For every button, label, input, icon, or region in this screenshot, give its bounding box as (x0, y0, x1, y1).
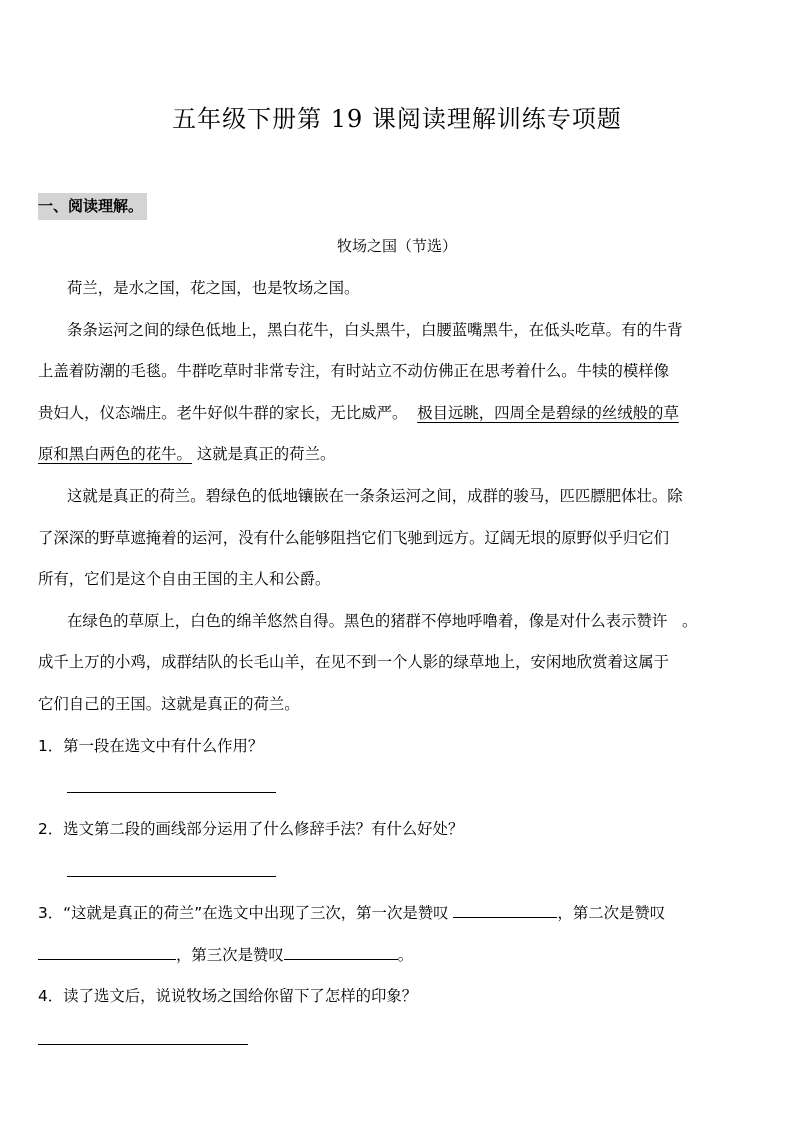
passage-paragraph-3-line-3: 所有，它们是这个自由王国的主人和公爵。 (38, 570, 331, 588)
blank-first-praise[interactable] (453, 899, 557, 918)
paragraph-4-period: 。 (681, 612, 698, 630)
paragraph-2-text: 贵妇人，仪态端庄。老牛好似牛群的家长，无比威严。 (38, 404, 408, 422)
paragraph-4-text: 在绿色的草原上，白色的绵羊悠然自得。黑色的猪群不停地呼噜着，像是对什么表示赞许 (67, 612, 668, 630)
underlined-sentence-part-2: 原和黑白两色的花牛。 (38, 445, 192, 463)
question-3-line-2 (38, 941, 758, 968)
passage-paragraph-1: 荷兰，是水之国，花之国，也是牧场之国。 (67, 279, 360, 297)
answer-line-q1[interactable] (67, 792, 276, 793)
passage-paragraph-3-line-1: 这就是真正的荷兰。碧绿色的低地镶嵌在一条条运河之间，成群的骏马，匹匹膘肥体壮。除 (67, 487, 683, 505)
passage-paragraph-4-line-1 (67, 608, 758, 634)
passage-paragraph-4-line-2: 成千上万的小鸡，成群结队的长毛山羊，在见不到一个人影的绿草地上，安闲地欣赏着这属于 (38, 653, 670, 671)
answer-line-q4[interactable] (38, 1044, 248, 1045)
paragraph-2-ending: 这就是真正的荷兰。 (196, 445, 336, 463)
passage-title: 牧场之国（节选） (336, 237, 457, 255)
question-3-line-1 (38, 899, 758, 926)
passage-paragraph-2-line-1: 条条运河之间的绿色低地上，黑白花牛，白头黑牛，白腰蓝嘴黑牛，在低头吃草。有的牛背 (67, 321, 683, 339)
question-3-second: ，第二次是赞叹 (557, 904, 666, 922)
question-1: 1．第一段在选文中有什么作用？ (38, 737, 264, 755)
section-heading: 一、阅读理解。 (38, 193, 147, 220)
answer-line-q2[interactable] (67, 876, 276, 877)
question-3-text: 3．“这就是真正的荷兰”在选文中出现了三次，第一次是赞叹 (38, 904, 449, 922)
blank-third-praise[interactable] (284, 941, 398, 960)
passage-paragraph-3-line-2: 了深深的野草遮掩着的运河，没有什么能够阻挡它们飞驰到远方。辽阔无垠的原野似乎归它们 (38, 529, 670, 547)
question-3-end: 。 (397, 946, 414, 964)
page-title: 五年级下册第 19 课阅读理解训练专项题 (172, 105, 622, 133)
question-3-third: ，第三次是赞叹 (176, 946, 284, 964)
blank-second-praise[interactable] (38, 941, 176, 960)
passage-paragraph-4-line-3: 它们自己的王国。这就是真正的荷兰。 (38, 695, 300, 713)
underlined-sentence-part-1: 极目远眺，四周全是碧绿的丝绒般的草 (417, 404, 679, 422)
passage-paragraph-2-line-4 (38, 441, 758, 467)
passage-paragraph-2-line-2: 上盖着防潮的毛毯。牛群吃草时非常专注，有时站立不动仿佛正在思考着什么。牛犊的模样像 (38, 362, 670, 380)
question-4: 4．读了选文后，说说牧场之国给你留下了怎样的印象？ (38, 987, 418, 1005)
passage-paragraph-2-line-3 (38, 400, 758, 426)
question-2: 2．选文第二段的画线部分运用了什么修辞手法？有什么好处？ (38, 820, 464, 838)
